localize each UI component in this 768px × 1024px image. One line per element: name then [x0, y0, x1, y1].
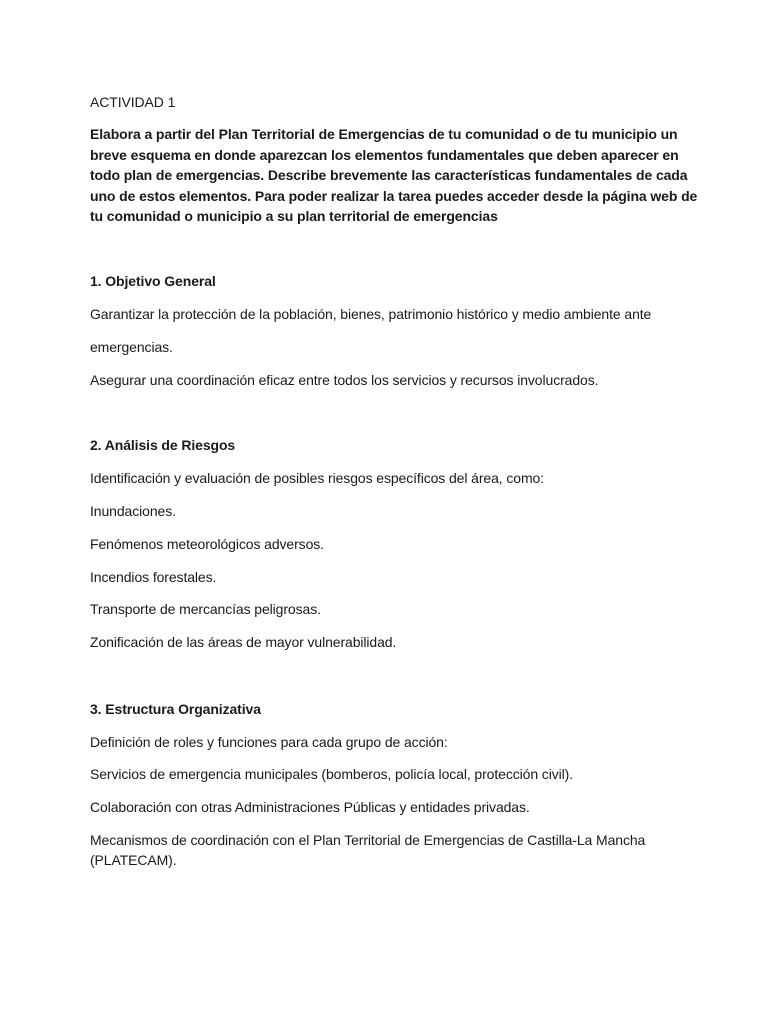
section-heading: 2. Análisis de Riesgos [90, 437, 236, 453]
section-paragraph: Inundaciones. [90, 503, 176, 519]
prompt-line: Elabora a partir del Plan Territorial de Emergencias de tu comunidad o de tu municipio un [90, 126, 678, 142]
section-paragraph: Incendios forestales. [90, 569, 217, 585]
section-paragraph: Colaboración con otras Administraciones Públicas y entidades privadas. [90, 799, 530, 815]
section-paragraph: Transporte de mercancías peligrosas. [90, 601, 321, 617]
section-paragraph: Asegurar una coordinación eficaz entre todos los servicios y recursos involucrados. [90, 372, 599, 388]
prompt-line: uno de estos elementos. Para poder realizar la tarea puedes acceder desde la página web de [90, 188, 698, 204]
section-paragraph: Garantizar la protección de la población, bienes, patrimonio histórico y medio ambiente ante [90, 306, 652, 322]
section-paragraph: (PLATECAM). [90, 852, 177, 868]
section-paragraph: emergencias. [90, 339, 173, 355]
section-heading: 3. Estructura Organizativa [90, 701, 261, 717]
section-paragraph: Definición de roles y funciones para cada grupo de acción: [90, 734, 448, 750]
prompt-line: breve esquema en donde aparezcan los elementos fundamentales que deben aparecer en [90, 147, 679, 163]
prompt-line: todo plan de emergencias. Describe brevemente las características fundamentales de cada [90, 167, 688, 183]
section-paragraph: Identificación y evaluación de posibles riesgos específicos del área, como: [90, 470, 544, 486]
section-paragraph: Servicios de emergencia municipales (bomberos, policía local, protección civil). [90, 766, 573, 782]
section-heading: 1. Objetivo General [90, 273, 216, 289]
prompt-line: tu comunidad o municipio a su plan territorial de emergencias [90, 208, 498, 224]
activity-title: ACTIVIDAD 1 [90, 94, 176, 110]
section-paragraph: Fenómenos meteorológicos adversos. [90, 536, 324, 552]
section-paragraph: Zonificación de las áreas de mayor vulnerabilidad. [90, 634, 397, 650]
section-paragraph: Mecanismos de coordinación con el Plan Territorial de Emergencias de Castilla-La Mancha [90, 832, 646, 848]
